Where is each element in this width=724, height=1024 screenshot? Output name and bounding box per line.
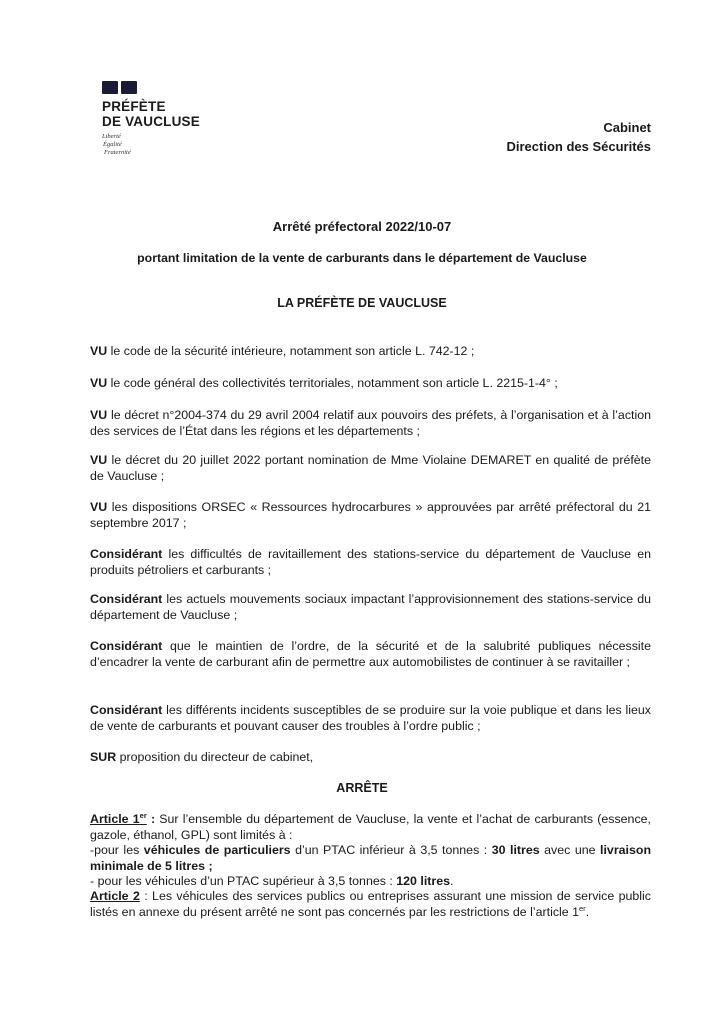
visa-keyword: VU bbox=[90, 453, 108, 467]
visa-text: le code général des collectivités territoriales, notamment son article L. 2215-1-4° ; bbox=[107, 376, 558, 390]
visa-keyword: VU bbox=[90, 408, 108, 422]
considerant-paragraph bbox=[90, 592, 651, 623]
sur-paragraph bbox=[90, 750, 651, 766]
visa-paragraph bbox=[90, 376, 651, 392]
marianne-logo-icon bbox=[102, 80, 232, 94]
article-1-item-heavy-vehicles: - pour les véhicules d’un PTAC supérieur à 3,5 tonnes : 120 litres. bbox=[90, 874, 454, 888]
prefecture-logo bbox=[102, 80, 232, 157]
visa-text: le décret n°2004-374 du 29 avril 2004 relatif aux pouvoirs des préfets, à l’organisation et à l’action des services de l’État dans les régions et les départements ; bbox=[90, 408, 651, 438]
decree-title: Arrêté préfectoral 2022/10-07 bbox=[272, 219, 452, 234]
considerant-paragraph bbox=[90, 703, 651, 734]
logo-line1: PRÉFÈTE bbox=[102, 99, 166, 114]
visa-paragraph bbox=[90, 408, 651, 439]
issuing-service bbox=[507, 118, 652, 156]
article-2-label: Article 2 bbox=[90, 889, 140, 903]
visa-paragraph bbox=[90, 500, 651, 531]
republic-motto bbox=[102, 133, 232, 157]
considerant-keyword: Considérant bbox=[90, 639, 163, 653]
article-1-item-light-vehicles: -pour les véhicules de particuliers d’un PTAC inférieur à 3,5 tonnes : 30 litres avec une livraison minimale de 5 litres ; bbox=[90, 843, 652, 873]
considerant-keyword: Considérant bbox=[90, 547, 163, 561]
visa-keyword: VU bbox=[90, 344, 108, 358]
service-name: Cabinet bbox=[603, 120, 651, 135]
visa-paragraph bbox=[90, 344, 651, 360]
sur-text: proposition du directeur de cabinet, bbox=[116, 750, 314, 764]
considerant-keyword: Considérant bbox=[90, 592, 163, 606]
considerant-text: les actuels mouvements sociaux impactant l’approvisionnement des stations-service du département de Vaucluse ; bbox=[90, 592, 651, 622]
article-1 bbox=[90, 812, 651, 890]
visa-text: le décret du 20 juillet 2022 portant nomination de Mme Violaine DEMARET en qualité de préfète de Vaucluse ; bbox=[90, 453, 651, 483]
considerant-paragraph bbox=[90, 639, 651, 670]
visa-keyword: VU bbox=[90, 376, 108, 390]
article-1-label: Article 1er bbox=[90, 810, 147, 826]
decree-heading: ARRÊTE bbox=[336, 781, 388, 795]
motto-fraternite: Fraternité bbox=[104, 149, 131, 156]
sur-keyword: SUR bbox=[90, 750, 117, 764]
visa-paragraph bbox=[90, 453, 651, 484]
visa-keyword: VU bbox=[90, 500, 108, 514]
considerant-keyword: Considérant bbox=[90, 703, 163, 717]
article-1-intro: Article 1er : Sur l’ensemble du département de Vaucluse, la vente et l’achat de carburants (essence, gazole, éthanol, GPL) sont limités à : bbox=[90, 810, 651, 842]
decree-subtitle: portant limitation de la vente de carburants dans le département de Vaucluse bbox=[137, 251, 587, 265]
visa-text: le code de la sécurité intérieure, notamment son article L. 742-12 ; bbox=[107, 344, 475, 358]
article-2-text: : Les véhicules des services publics ou entreprises assurant une mission de service public listés en annexe du présent arrêté ne sont pas concernés par les restrictions de l’article 1 bbox=[90, 889, 651, 919]
visa-text: les dispositions ORSEC « Ressources hydrocarbures » approuvées par arrêté préfectoral du 21 septembre 2017 ; bbox=[90, 500, 651, 530]
authority-heading: LA PRÉFÈTE DE VAUCLUSE bbox=[277, 296, 447, 310]
considerant-text: les difficultés de ravitaillement des stations-service du département de Vaucluse en produits pétroliers et carburants ; bbox=[90, 547, 651, 577]
considerant-text: que le maintien de l’ordre, de la sécurité et de la salubrité publiques nécessite d’encadrer la vente de carburant afin de permettre aux automobilistes de continuer à se ravitailler ; bbox=[90, 639, 651, 669]
considerant-paragraph bbox=[90, 547, 651, 578]
logo-line2: DE VAUCLUSE bbox=[102, 114, 200, 129]
article-2: Article 2 : Les véhicules des services publics ou entreprises assurant une mission de service public listés en annexe du présent arrêté ne sont pas concernés par les restrictions de l’article 1er. bbox=[90, 889, 651, 919]
direction-name: Direction des Sécurités bbox=[506, 139, 651, 154]
motto-liberte: Liberté bbox=[102, 133, 121, 140]
motto-egalite: Égalité bbox=[103, 141, 122, 148]
considerant-text: les différents incidents susceptibles de se produire sur la voie publique et dans les lieux de vente de carburants et pouvant causer des troubles à l’ordre public ; bbox=[90, 703, 651, 733]
logo-title bbox=[102, 99, 232, 129]
